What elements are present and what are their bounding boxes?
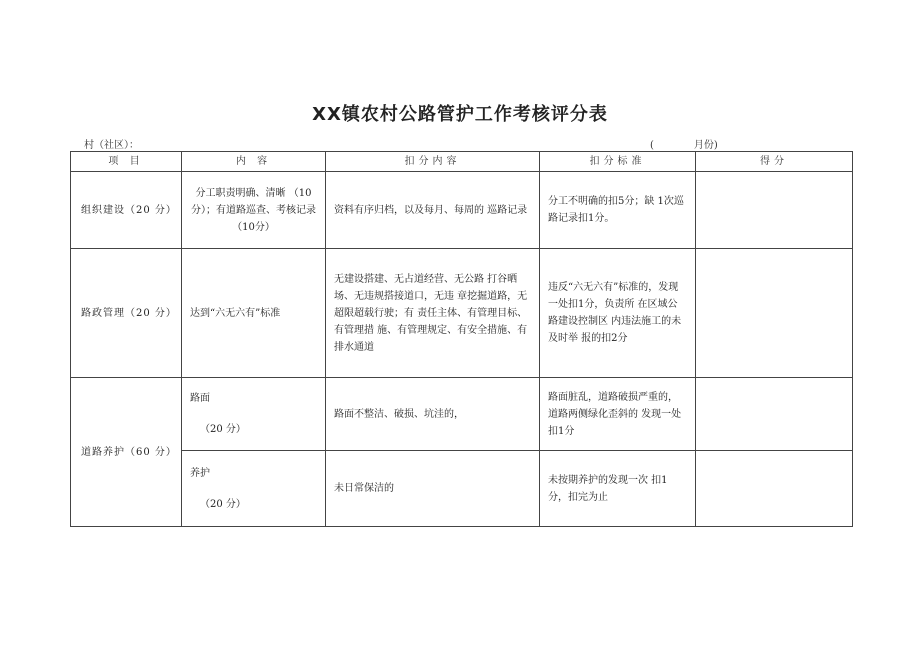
row-deduct-content: 资料有序归档，以及每月、每周的 巡路记录 bbox=[326, 172, 540, 249]
header-deduct-standard: 扣分标准 bbox=[540, 152, 696, 172]
row-content: 分工职责明确、清晰 （10分）；有道路巡查、考核记录（10分） bbox=[182, 172, 326, 249]
sub-item-label: 路面 bbox=[190, 393, 210, 404]
row-project: 组织建设（20 分） bbox=[71, 172, 182, 249]
row-score-cell[interactable] bbox=[696, 172, 853, 249]
header-score: 得分 bbox=[696, 152, 853, 172]
table-row bbox=[71, 172, 853, 249]
row-deduct-standard: 未按期养护的发现一次 扣1分，扣完为止 bbox=[540, 451, 696, 527]
village-label: 村（社区）： bbox=[84, 140, 139, 151]
row-score-cell[interactable] bbox=[696, 249, 853, 378]
table-row bbox=[71, 249, 853, 378]
header-row bbox=[71, 152, 853, 172]
table-row bbox=[71, 378, 853, 451]
row-deduct-standard: 分工不明确的扣5分；缺 1次巡路记录扣1分。 bbox=[540, 172, 696, 249]
sub-item-points: （20 分） bbox=[200, 498, 246, 510]
row-deduct-content: 未日常保洁的 bbox=[326, 451, 540, 527]
row-deduct-content: 无建设搭建、无占道经营、无公路 打谷晒场、无违规搭接道口，无违 章挖掘道路，无超限超载行驶；有 责任主体、有管理目标、有管理措 施、有管理规定、有安全措施、有 排水通道 bbox=[326, 249, 540, 378]
sub-item-points: （20 分） bbox=[200, 424, 246, 435]
row-project: 道路养护（60 分） bbox=[71, 378, 182, 527]
score-table bbox=[70, 151, 853, 527]
header-deduct-content: 扣分内容 bbox=[326, 152, 540, 172]
document-title: XX镇农村公路管护工作考核评分表 bbox=[312, 104, 608, 125]
row-project: 路政管理（20 分） bbox=[71, 249, 182, 378]
row-deduct-standard: 违反“六无六有”标准的，发现一处扣1分，负责所 在区域公路建设控制区 内违法施工的未及时举 报的扣2分 bbox=[540, 249, 696, 378]
row-deduct-content: 路面不整洁、破损、坑洼的， bbox=[326, 378, 540, 451]
sub-item-cell bbox=[182, 451, 326, 527]
table-row bbox=[71, 451, 853, 527]
month-label: ( 月份) bbox=[650, 140, 718, 151]
header-project: 项 目 bbox=[71, 152, 182, 172]
sub-item-label: 养护 bbox=[190, 467, 210, 479]
header-content: 内 容 bbox=[182, 152, 326, 172]
row-deduct-standard: 路面脏乱，道路破损严重的，道路两侧绿化歪斜的 发现一处扣1分 bbox=[540, 378, 696, 451]
row-score-cell[interactable] bbox=[696, 378, 853, 451]
row-content: 达到“六无六有”标准 bbox=[182, 249, 326, 378]
sub-item-cell bbox=[182, 378, 326, 451]
row-score-cell[interactable] bbox=[696, 451, 853, 527]
